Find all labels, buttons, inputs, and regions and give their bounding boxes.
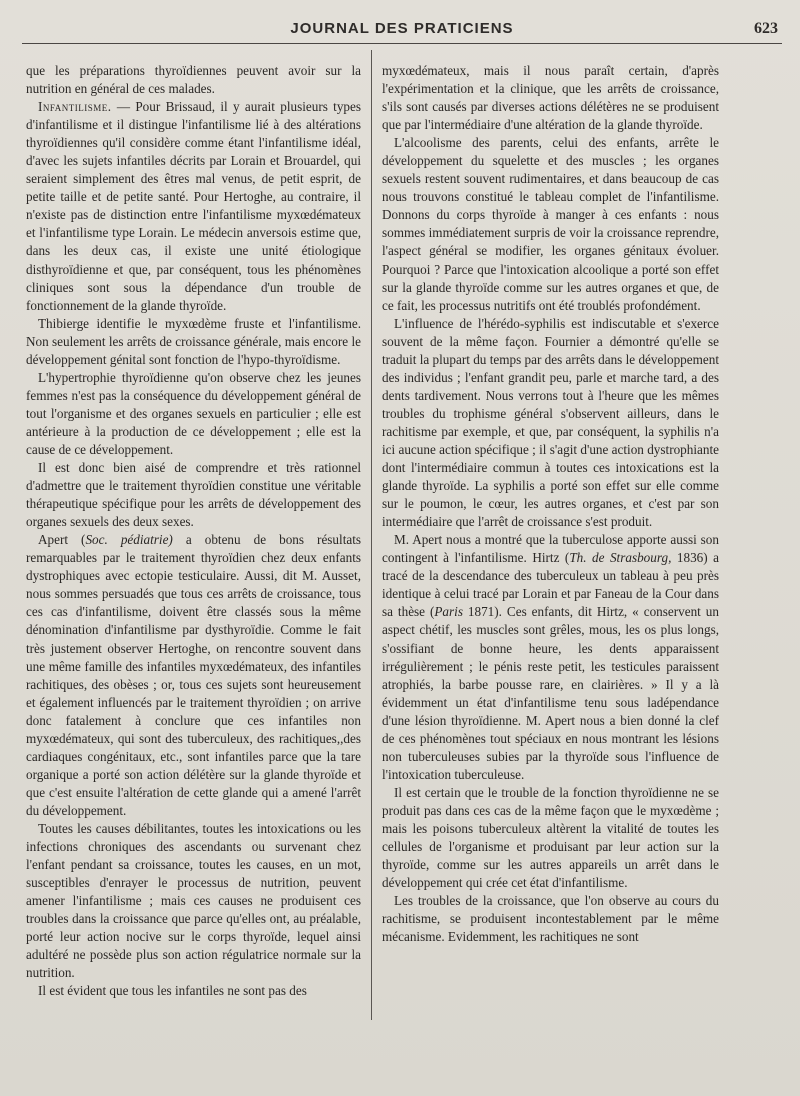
paragraph-text: — Pour Brissaud, il y aurait plusieurs types d'infantilisme et il distingue l'infantilisme lié à des altérations thyroïdiennes qu'il considère comme étant l'infantilisme idéal, d'avec les sujets infantiles décrits par Lorain et Brouardel, qui seraient simplement des êtres mal venus, de petit esprit, de petite taille et de petite santé. Pour Hertoghe, au contraire, il n'existe pas de distinction entre l'infantilisme myxœdémateux et l'infantilisme type Lorain. Le médecin anversois estime que, dans les deux cas, il existe une unité étiologique disthyroïdienne et que, par conséquent, tous les phénomènes cliniques sont sous la dépendance d'un trouble de fonctionnement de la glande thyroïde. (26, 99, 361, 313)
paragraph (382, 531, 719, 784)
left-column (26, 62, 361, 1000)
paragraph: L'hypertrophie thyroïdienne qu'on observe chez les jeunes femmes n'est pas la conséquence du développement général de tout l'organisme et des organes sexuels en particulier ; elle est antérieure à la production de ce développement ; elle est la cause de ce développement. (26, 369, 361, 457)
paragraph: Les troubles de la croissance, que l'on observe au cours du rachitisme, se produisent incontestablement par le même mécanisme. Evidemment, les rachitiques ne sont (382, 893, 719, 945)
citation: Paris (434, 604, 463, 620)
paragraph-text: Apert ( (38, 532, 86, 548)
journal-title: JOURNAL DES PRATICIENS (290, 20, 514, 37)
paragraph: L'influence de l'hérédo-syphilis est indiscutable et s'exerce souvent de la même façon. Fournier a démontré qu'elle se traduit la plupart du temps par des arrêts dans le développement des individus ; l'enfant grandit peu, parle et marche tard, a des dents tardivement. Nous verrons tout à l'heure que les mêmes troubles du trophisme général s'observent ailleurs, dans le rachitisme par exemple, et que, par conséquent, la syphilis n'a ici aucune action spécifique ; il s'agit d'une action dystrophiante dont l'intermédiaire commun à toutes ces intoxications est la glande thyroïde. La syphilis a porté son effet sur elle comme sur le poumon, le cœur, les autres organes, et c'est par son intermédiaire que l'arrêt de croissance s'est produit. (382, 315, 719, 530)
paragraph: que les préparations thyroïdiennes peuvent avoir sur la nutrition en général de ces malades. (26, 63, 361, 97)
paragraph-text: 1871). Ces enfants, dit Hirtz, « conservent un aspect chétif, les muscles sont grêles, mous, les os plus longs, s'ossifiant de bonne heure, les dents apparaissent irrégulièrement ; le pénis reste petit, les testicules paraissent atrophiés, la barbe pousse rare, en clairières. » Il y a là évidemment un état d'infantilisme tenu sous ladépendance d'une lésion thyroïdienne. M. Apert nous a bien donné la clef de ces phénomènes tout spéciaux en nous montrant les lésions non tuberculeuses subies par la thyroïde sous l'influence de l'intoxication tuberculeuse. (382, 604, 719, 782)
paragraph: myxœdémateux, mais il nous paraît certain, d'après l'expérimentation et la clinique, que les arrêts de croissance, s'ils sont causés par diverses actions délétères ne se produisent que par l'intermédiaire d'une altération de la glande thyroïde. (382, 63, 719, 133)
right-column (382, 62, 719, 946)
page-header (22, 20, 782, 44)
paragraph: Il est évident que tous les infantiles ne sont pas des (38, 983, 307, 999)
citation: Soc. pédiatrie) (85, 532, 173, 548)
paragraph: Il est donc bien aisé de comprendre et très rationnel d'admettre que le traitement thyroïdien constitue une véritable thérapeutique spécifique pour les arrêts de développement des organes sexuels des deux sexes. (26, 460, 361, 530)
paragraph-text: M. Apert nous a montré que la tuberculose apporte aussi son contingent à l'infantilisme. Hirtz ( (382, 532, 719, 566)
paragraph (26, 531, 361, 820)
paragraph: Toutes les causes débilitantes, toutes les intoxications ou les infections chroniques des ascendants ou survenant chez l'enfant pendant sa croissance, toutes les causes, en un mot, susceptibles d'enrayer le processus de nutrition, peuvent amener l'infantilisme ; mais ces causes ne produisent ces troubles dans la croissance que parce qu'elles ont, au préalable, porté leur action nocive sur le corps thyroïde, lequel ainsi adultéré ne possède plus son action régulatrice normale sur la nutrition. (26, 820, 361, 981)
column-divider (371, 50, 372, 1020)
paragraph: Il est certain que le trouble de la fonction thyroïdienne ne se produit pas dans ces cas de la même façon que le myxœdème ; mais les poisons tuberculeux altèrent la vitalité de toutes les cellules de l'organisme et produisant par leur action sur la thyroïde, comme sur les autres appareils un arrêt dans le développement qui crée cet état d'infantilisme. (382, 784, 719, 891)
page-number: 623 (754, 20, 778, 37)
header-rule (22, 43, 782, 44)
paragraph-text: a obtenu de bons résultats remarquables par le traitement thyroïdien chez deux enfants dystrophiques avec ectopie testiculaire. Aussi, dit M. Ausset, nous sommes persuadés que tous ces arrêts de croissance, tous ces cas d'infantilisme, doivent être classés sous la même dénomination d'infantilisme par dysthyroïdie. Comme le fait très justement observer Hertoghe, on rencontre souvent dans une même famille des infantiles myxœdémateux, des infantiles rachitiques, des obèses ; or, tous ces sujets sont heureusement et également influencés par le traitement thyroïdien ; on arrive donc fatalement à conclure que ces infantiles non myxœdémateux, qui sont des tuberculeux, des rachitiques,,des cardiaques congénitaux, etc., sont infantiles parce que la tare organique a porté son action délétère sur la glande thyroïde et que c'est ensuite l'altération de cette glande qui a amené l'arrêt du développement. (26, 532, 362, 818)
paragraph: L'alcoolisme des parents, celui des enfants, arrête le développement du squelette et des muscles ; les organes sexuels restent souvent rudimentaires, et dans beaucoup de cas nous trouvons constitué le tableau complet de l'infantilisme. Donnons du corps thyroïde à manger à ces enfants : nous sommes immédiatement surpris de voir la croissance reprendre, l'aspect général se modifier, les organes génitaux évoluer. Pourquoi ? Parce que l'intoxication alcoolique a porté son effet sur la glande thyroïde comme sur les autres organes et que, de ce fait, les processus nutritifs ont été troublés profondément. (382, 135, 719, 313)
section-heading: Infantilisme. (38, 99, 112, 115)
paragraph-text: 1836) a tracé de la descendance des tuberculeux un tableau à peu près identique à celui tracé par Lorain et par Faneau de la Cour dans sa thèse ( (382, 550, 720, 620)
paragraph: Thibierge identifie le myxœdème fruste et l'infantilisme. Non seulement les arrêts de croissance générale, mais encore le développement génital sont fonction de l'hypo-thyroïdisme. (26, 315, 361, 367)
citation: Th. de Strasbourg, (569, 550, 672, 566)
paragraph (26, 98, 361, 315)
